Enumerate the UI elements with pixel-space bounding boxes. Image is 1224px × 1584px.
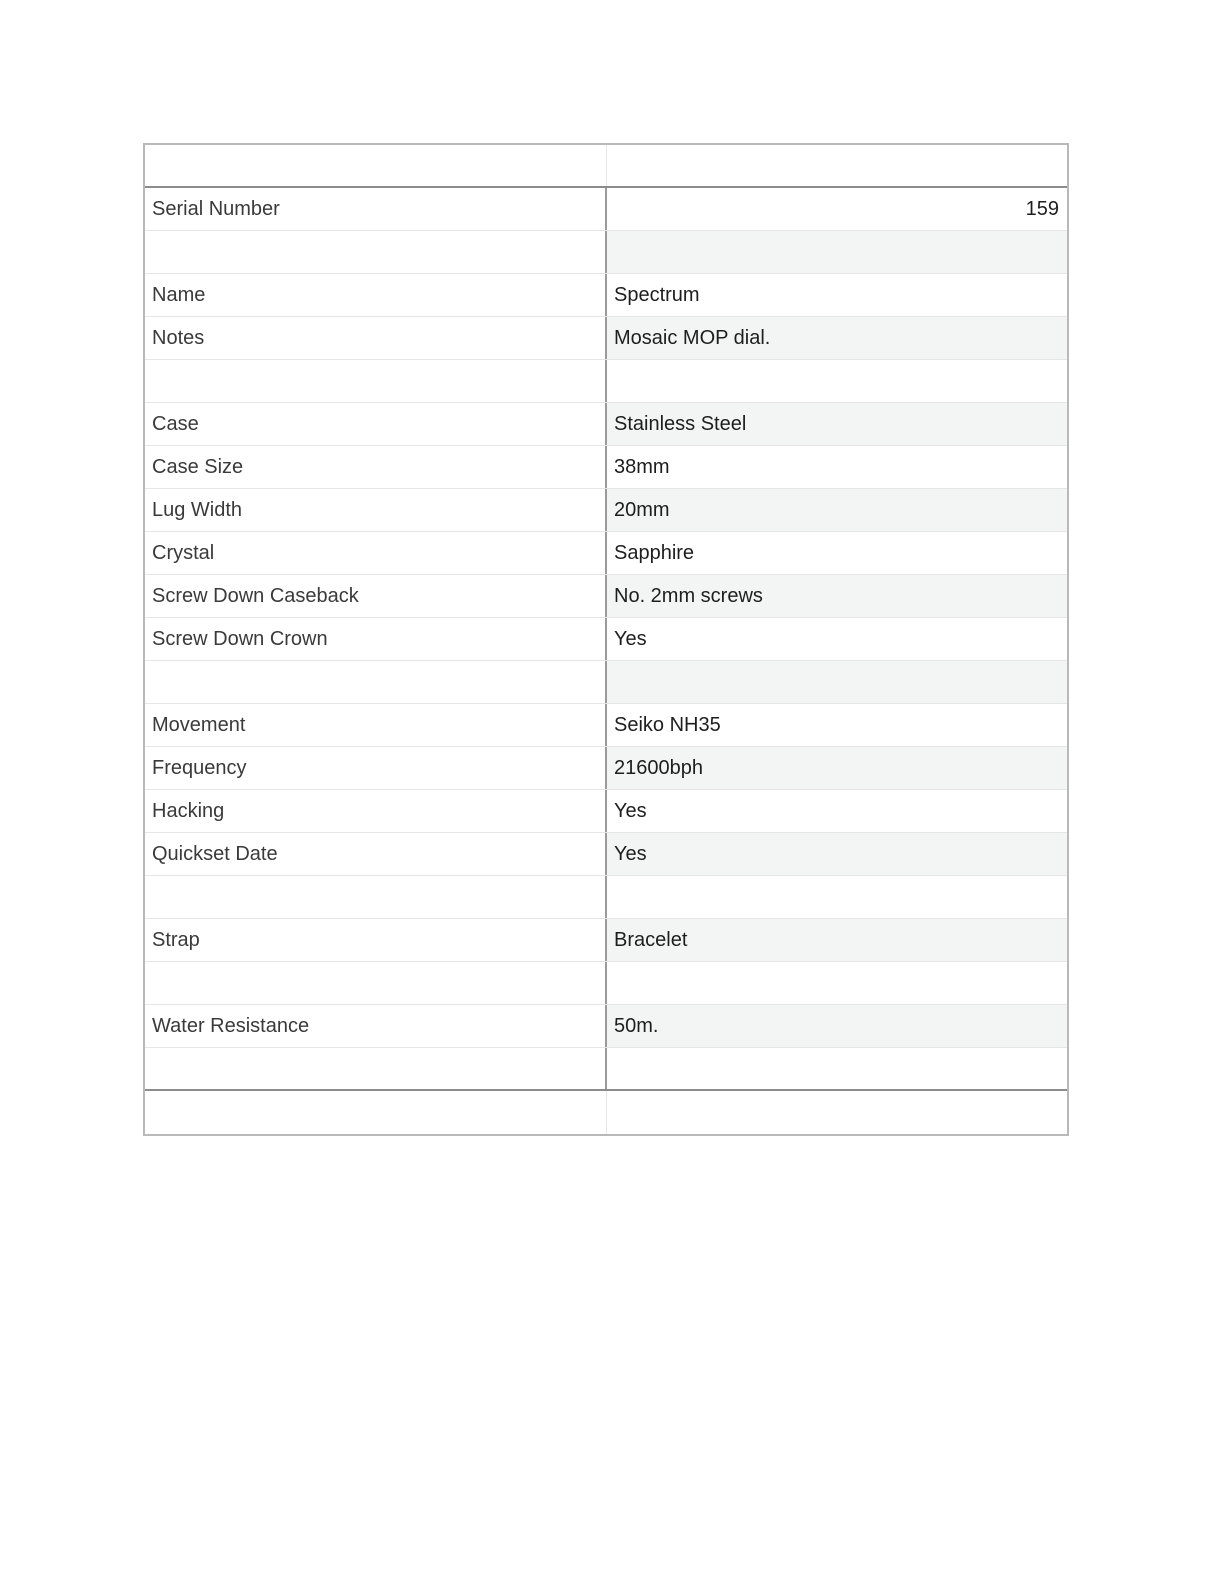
- row-value: 38mm: [614, 455, 670, 478]
- row-value: [607, 231, 1067, 273]
- table-row: [145, 1005, 1067, 1048]
- row-value: Yes: [607, 833, 1067, 875]
- row-label: Water Resistance: [145, 1005, 607, 1047]
- table-row: [145, 919, 1067, 962]
- header-cell-label: [145, 145, 607, 186]
- row-label: Screw Down Caseback: [145, 575, 607, 617]
- table-header-row: [145, 145, 1067, 188]
- row-value: Yes: [614, 627, 647, 650]
- row-label: Name: [145, 274, 607, 316]
- row-label: [145, 962, 607, 1004]
- row-value: 20mm: [607, 489, 1067, 531]
- footer-cell-value: [607, 1091, 1067, 1134]
- row-value: Mosaic MOP dial.: [607, 317, 1067, 359]
- row-value: Bracelet: [607, 919, 1067, 961]
- table-row: [145, 532, 1067, 575]
- table-row: [145, 188, 1067, 231]
- row-value: Yes: [614, 799, 647, 822]
- row-value: No. 2mm screws: [607, 575, 1067, 617]
- table-row: [145, 360, 1067, 403]
- row-value: Sapphire: [614, 541, 695, 564]
- row-label: [145, 231, 607, 273]
- row-value: 50m.: [607, 1005, 1067, 1047]
- row-label: [145, 876, 607, 918]
- table-row: [145, 876, 1067, 919]
- row-label: Lug Width: [145, 489, 607, 531]
- table-row: [145, 575, 1067, 618]
- table-row: [145, 704, 1067, 747]
- row-label: [145, 1048, 607, 1089]
- row-value: Seiko NH35: [614, 713, 721, 736]
- table-row: [145, 833, 1067, 876]
- row-value: Spectrum: [614, 283, 700, 306]
- row-value: [607, 876, 1067, 918]
- row-label: Case Size: [145, 446, 607, 488]
- table-row: [145, 274, 1067, 317]
- row-label: Frequency: [145, 747, 607, 789]
- row-value: [607, 360, 1067, 402]
- table-row: [145, 403, 1067, 446]
- row-value: [607, 962, 1067, 1004]
- row-label: [145, 360, 607, 402]
- table-row: [145, 1048, 1067, 1091]
- table-row: [145, 317, 1067, 360]
- row-label: Notes: [145, 317, 607, 359]
- row-value: 159: [1025, 197, 1059, 220]
- row-value: [607, 661, 1067, 703]
- row-label: Crystal: [145, 532, 607, 574]
- table-footer-row: [145, 1091, 1067, 1134]
- table-row: [145, 231, 1067, 274]
- table-row: [145, 489, 1067, 532]
- table-row: [145, 446, 1067, 489]
- table-row: [145, 661, 1067, 704]
- row-label: Strap: [145, 919, 607, 961]
- row-value: [607, 1048, 1067, 1089]
- row-label: Hacking: [145, 790, 607, 832]
- row-label: Movement: [145, 704, 607, 746]
- row-label: [145, 661, 607, 703]
- row-label: Screw Down Crown: [145, 618, 607, 660]
- footer-cell-label: [145, 1091, 607, 1134]
- header-cell-value: [607, 145, 1067, 186]
- table-row: [145, 747, 1067, 790]
- table-row: [145, 790, 1067, 833]
- row-value: Stainless Steel: [607, 403, 1067, 445]
- row-label: Case: [145, 403, 607, 445]
- row-label: Quickset Date: [145, 833, 607, 875]
- row-value: 21600bph: [607, 747, 1067, 789]
- row-label: Serial Number: [145, 188, 607, 230]
- table-row: [145, 962, 1067, 1005]
- table-row: [145, 618, 1067, 661]
- spec-table: [143, 143, 1069, 1136]
